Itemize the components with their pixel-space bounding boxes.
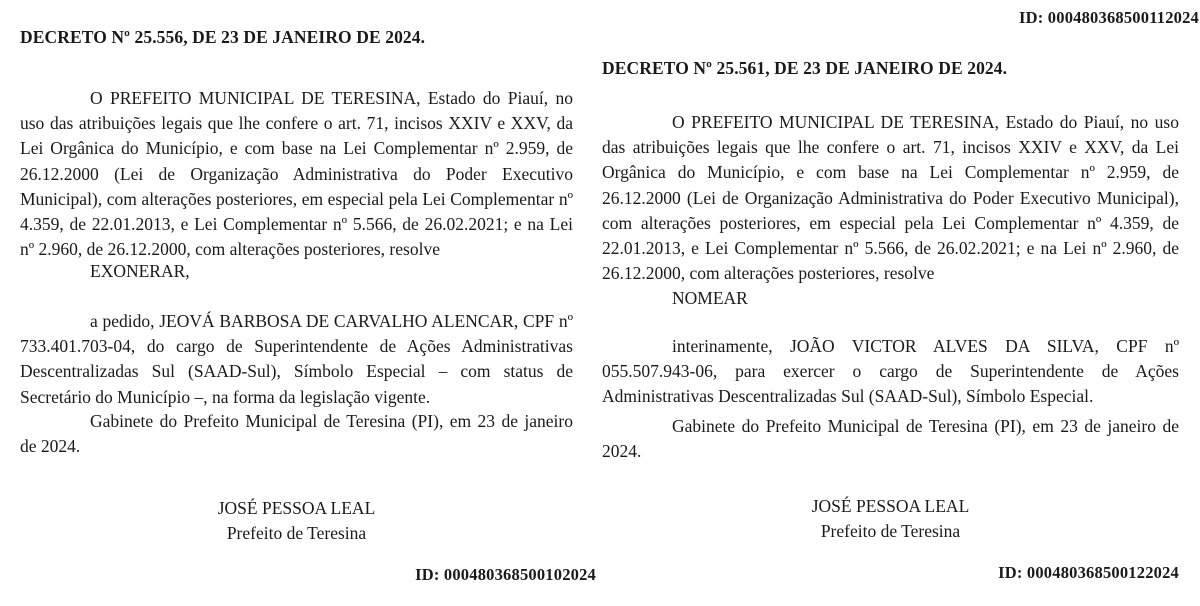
document-id-top-right: ID: 000480368500112024 [1019,8,1199,27]
decree-body-left: a pedido, JEOVÁ BARBOSA DE CARVALHO ALENCAR, CPF nº 733.401.703-04, do cargo de Superintendente de Ações Administrativas Descentralizadas Sul (SAAD-Sul), Símbolo Especial – com status de Secretário do Município –, na forma da legislação vigente. [20,311,573,407]
decree-title-right: DECRETO Nº 25.561, DE 23 DE JANEIRO DE 2024. [602,58,1008,78]
signature-block-right [602,494,1179,544]
signature-name-right: JOSÉ PESSOA LEAL [811,496,970,516]
decree-column-left [20,0,596,606]
signature-name-left: JOSÉ PESSOA LEAL [217,498,376,518]
signature-role-left: Prefeito de Teresina [226,523,367,544]
document-id-bottom-right: ID: 000480368500122024 [998,563,1179,582]
decree-action-right: NOMEAR [672,288,748,308]
decree-closing-right: Gabinete do Prefeito Municipal de Teresina (PI), em 23 de janeiro de 2024. [602,416,1179,462]
signature-block-left [20,496,573,546]
document-id-bottom-left: ID: 000480368500102024 [415,565,596,584]
decree-preamble-left: O PREFEITO MUNICIPAL DE TERESINA, Estado do Piauí, no uso das atribuições legais que lhe confere o art. 71, incisos XXIV e XXV, da Lei Orgânica do Município, e com base na Lei Complementar nº 2.959, de 26.12.2000 (Lei de Organização Administrativa do Poder Executivo Municipal), com alterações posteriores, em especial pela Lei Complementar nº 4.359, de 22.01.2013, e Lei Complementar nº 5.566, de 26.02.2021; e na Lei nº 2.960, de 26.12.2000, com alterações posteriores, resolve [20,88,573,260]
decree-action-left: EXONERAR, [90,261,190,281]
decree-closing-left: Gabinete do Prefeito Municipal de Teresina (PI), em 23 de janeiro de 2024. [20,411,573,457]
decree-preamble-right: O PREFEITO MUNICIPAL DE TERESINA, Estado do Piauí, no uso das atribuições legais que lhe confere o art. 71, incisos XXIV e XXV, da Lei Orgânica do Município, e com base na Lei Complementar nº 2.959, de 26.12.2000 (Lei de Organização Administrativa do Poder Executivo Municipal), com alterações posteriores, em especial pela Lei Complementar nº 4.359, de 22.01.2013, e Lei Complementar nº 5.566, de 26.02.2021; e na Lei nº 2.960, de 26.12.2000, com alterações posteriores, resolve [602,112,1179,284]
decree-column-right [602,0,1179,606]
decree-body-right: interinamente, JOÃO VICTOR ALVES DA SILVA, CPF nº 055.507.943-06, para exercer o cargo de Superintendente de Ações Administrativas Descentralizadas Sul (SAAD-Sul), Símbolo Especial. [602,336,1179,407]
signature-role-right: Prefeito de Teresina [820,521,961,542]
decree-title-left: DECRETO Nº 25.556, DE 23 DE JANEIRO DE 2024. [20,27,426,47]
